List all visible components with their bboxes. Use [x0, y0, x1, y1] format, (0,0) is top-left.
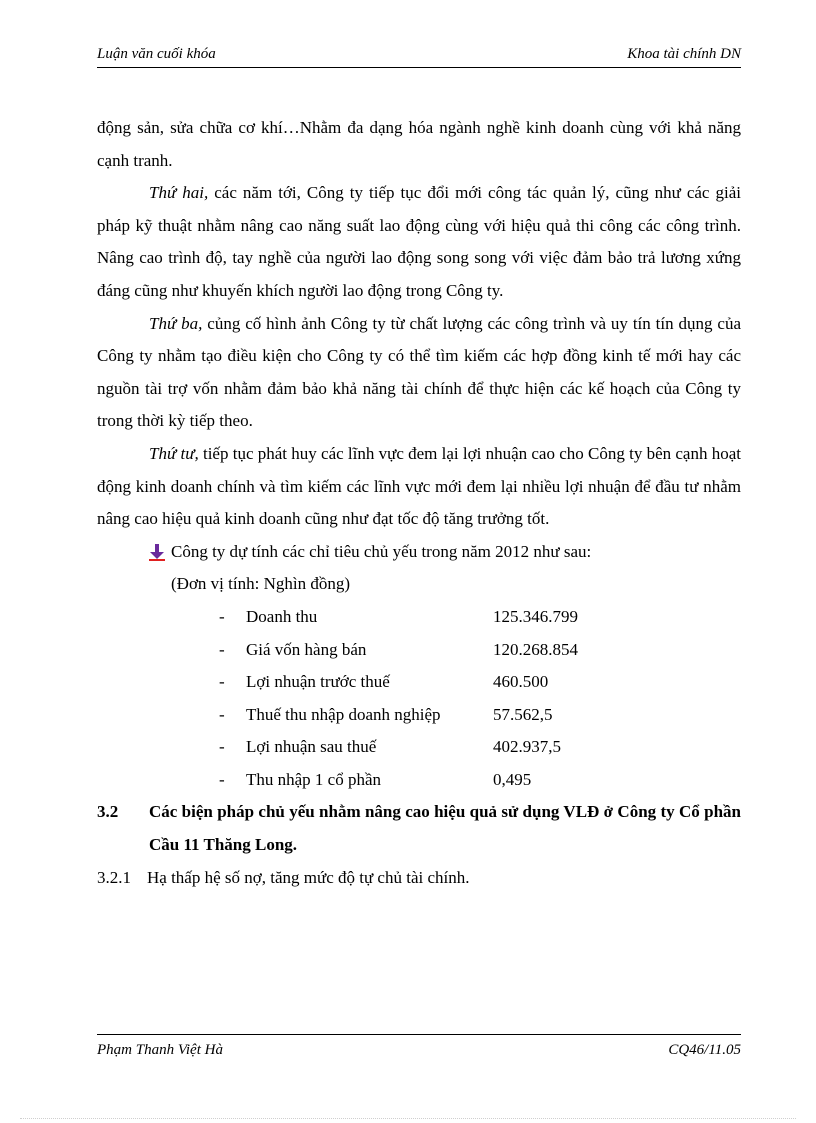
paragraph-third: [97, 308, 741, 438]
list-dash: -: [219, 737, 225, 757]
paragraph-text: động sản, sửa chữa cơ khí…Nhằm đa dạng hóa ngành nghề kinh doanh cùng với khả năng cạnh tranh.: [97, 118, 741, 170]
section-title: Các biện pháp chủ yếu nhằm nâng cao hiệu quả sử dụng VLĐ ở Công ty Cổ phần Cầu 11 Thăng Long.: [149, 802, 741, 855]
paragraph-text: các năm tới, Công ty tiếp tục đổi mới công tác quản lý, cũng như các giải pháp kỹ thuật nhằm nâng cao năng suất lao động cùng với hiệu quả thi công các công trình. Nâng cao trình độ, tay nghề của người lao động song song với việc đảm bảo trả lương xứng đáng cũng như khuyến khích người lao động trong Công ty.: [97, 183, 741, 300]
subsection-number: 3.2.1: [97, 867, 131, 887]
section-number: 3.2: [97, 802, 119, 822]
indicator-label: Lợi nhuận sau thuế: [246, 737, 377, 757]
indicator-value: 0,495: [493, 769, 532, 789]
indicator-value: 120.268.854: [493, 639, 578, 659]
forecast-intro-text: Công ty dự tính các chỉ tiêu chủ yếu trong năm 2012 như sau:: [171, 541, 592, 561]
paragraph-second: [97, 177, 741, 307]
header-right-text: Khoa tài chính DN: [627, 46, 741, 62]
arrow-down-bullet-icon: [147, 542, 167, 562]
list-item: [97, 699, 741, 732]
list-item: [97, 731, 741, 764]
section-heading: [97, 796, 741, 861]
list-dash: -: [219, 606, 225, 626]
footer-class-code: CQ46/11.05: [668, 1042, 741, 1058]
footer-author: Phạm Thanh Việt Hà: [97, 1042, 223, 1058]
list-item: [97, 601, 741, 634]
indicator-value: 402.937,5: [493, 737, 561, 757]
subsection-heading: [97, 862, 741, 895]
indicator-value: 460.500: [493, 672, 549, 692]
paragraph-text: tiếp tục phát huy các lĩnh vực đem lại lợi nhuận cao cho Công ty bên cạnh hoạt động kinh doanh chính và tìm kiếm các lĩnh vực mới đem lại nhiều lợi nhuận để đầu tư nhằm nâng cao hiệu quả kinh doanh cũng như đạt tốc độ tăng trưởng tốt.: [97, 443, 741, 529]
list-item: [97, 634, 741, 667]
indicator-value: 125.346.799: [493, 606, 578, 626]
list-item: [97, 764, 741, 797]
forecast-indicator-list: [97, 601, 741, 797]
forecast-intro: [97, 536, 741, 569]
paragraph-continuation: [97, 112, 741, 177]
forecast-unit: (Đơn vị tính: Nghìn đồng): [171, 574, 350, 594]
indicator-label: Thuế thu nhập doanh nghiệp: [246, 704, 441, 724]
indicator-label: Thu nhập 1 cổ phần: [246, 769, 382, 789]
paragraph-text: củng cố hình ảnh Công ty từ chất lượng các công trình và uy tín tín dụng của Công ty nhằm tạo điều kiện cho Công ty có thể tìm kiếm các hợp đồng kinh tế mới hay các nguồn tài trợ vốn nhằm đảm bảo khả năng tài chính để thực hiện các kế hoạch của Công ty trong thời kỳ tiếp theo.: [97, 313, 742, 431]
subsection-title: Hạ thấp hệ số nợ, tăng mức độ tự chủ tài chính.: [147, 867, 470, 887]
list-dash: -: [219, 769, 225, 789]
indicator-label: Lợi nhuận trước thuế: [246, 672, 390, 692]
paragraph-lead: Thứ ba,: [149, 313, 203, 333]
list-item: [97, 666, 741, 699]
indicator-value: 57.562,5: [493, 704, 553, 724]
list-dash: -: [219, 672, 225, 692]
indicator-label: Giá vốn hàng bán: [246, 639, 367, 659]
paragraph-lead: Thứ tư,: [149, 443, 199, 463]
header-left-text: Luận văn cuối khóa: [97, 46, 216, 62]
paragraph-lead: Thứ hai,: [149, 183, 209, 203]
indicator-label: Doanh thu: [246, 606, 318, 626]
page-header: [97, 46, 741, 68]
document-body: [97, 112, 741, 894]
page-footer: [97, 1034, 741, 1059]
list-dash: -: [219, 639, 225, 659]
page-bottom-edge: [20, 1118, 796, 1119]
list-dash: -: [219, 704, 225, 724]
paragraph-fourth: [97, 438, 741, 536]
